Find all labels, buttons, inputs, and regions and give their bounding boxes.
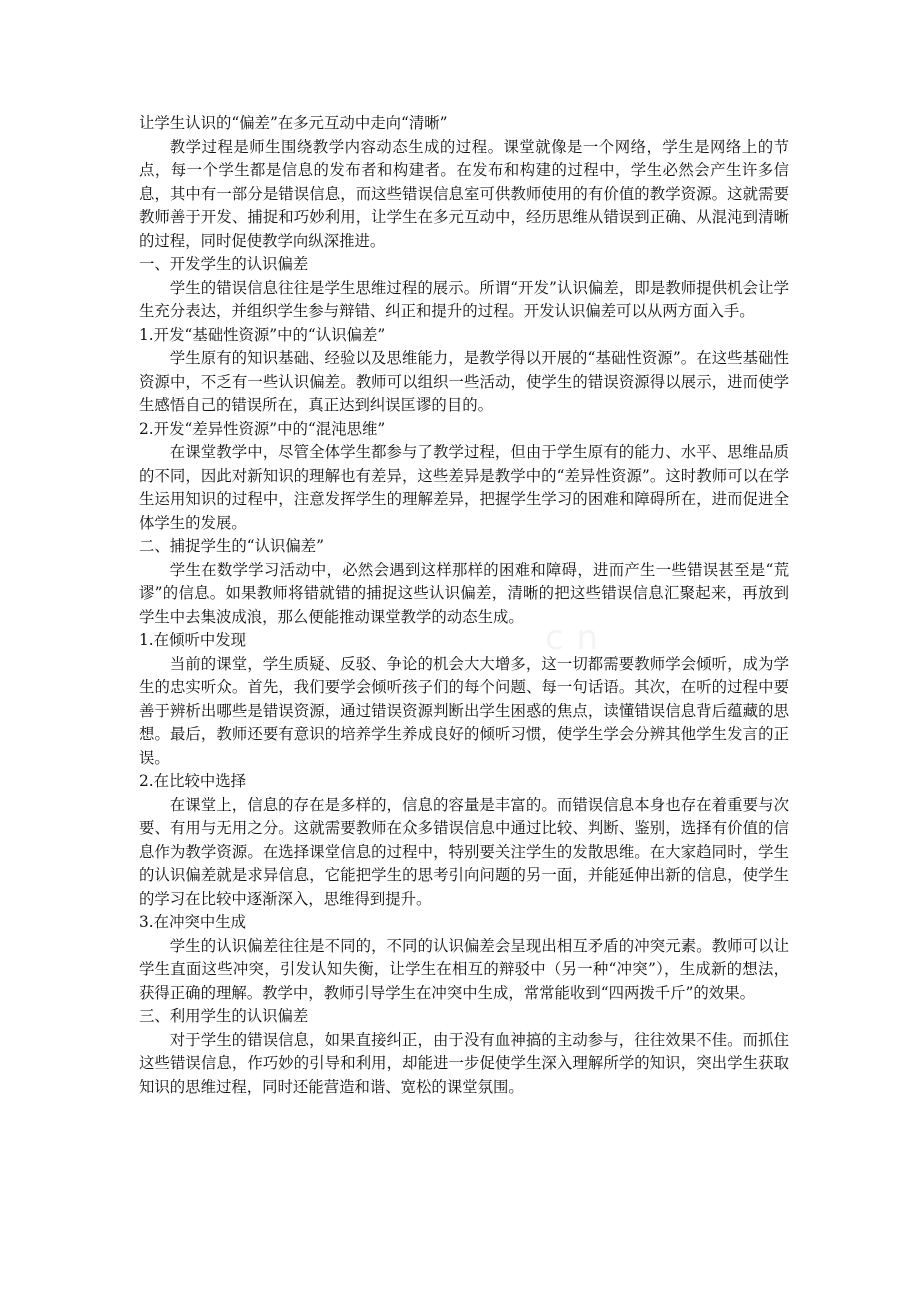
section-heading: 2.开发“差异性资源”中的“混沌思维” xyxy=(139,419,386,438)
document-body xyxy=(139,112,789,1099)
document-title: 让学生认识的“偏差”在多元互动中走向“清晰” xyxy=(139,114,448,132)
paragraph-list xyxy=(139,136,789,1100)
section-heading: 3.在冲突中生成 xyxy=(139,913,247,931)
section-heading: 1.开发“基础性资源”中的“认识偏差” xyxy=(139,325,386,344)
body-paragraph: 学生在数学学习活动中，必然会遇到这样那样的困难和障碍，进而产生一些错误甚至是“荒谬”的信息。如果教师将错就错的捕捉这些认识偏差，清晰的把这些错误信息汇聚起来，再放到学生中去集波成浪，那么便能推动课堂教学的动态生成。 xyxy=(139,560,789,626)
body-paragraph: 在课堂上，信息的存在是多样的，信息的容量是丰富的。而错误信息本身也存在着重要与次要、有用与无用之分。这就需要教师在众多错误信息中通过比较、判断、鉴别，选择有价值的信息作为教学资源。在选择课堂信息的过程中，特别要关注学生的发散思维。在大家趋同时，学生的认识偏差就是求异信息，它能把学生的思考引向问题的另一面，并能延伸出新的信息，使学生的学习在比较中逐渐深入，思维得到提升。 xyxy=(139,795,789,908)
section-heading: 2.在比较中选择 xyxy=(139,772,247,790)
section-heading: 三、利用学生的认识偏差 xyxy=(139,1007,309,1025)
body-paragraph: 教学过程是师生围绕教学内容动态生成的过程。课堂就像是一个网络，学生是网络上的节点，每一个学生都是信息的发布者和构建者。在发布和构建的过程中，学生必然会产生许多信息，其中有一部分是错误信息，而这些错误信息室可供教师使用的有价值的教学资源。这就需要教师善于开发、捕捉和巧妙利用，让学生在多元互动中，经历思维从错误到正确、从混沌到清晰的过程，同时促使教学向纵深推进。 xyxy=(139,137,789,250)
body-paragraph: 学生原有的知识基础、经验以及思维能力，是教学得以开展的“基础性资源”。在这些基础性资源中，不乏有一些认识偏差。教师可以组织一些活动，使学生的错误资源得以展示，进而使学生感悟自己的错误所在，真正达到纠误匡谬的目的。 xyxy=(139,349,789,414)
body-paragraph: 学生的认识偏差往往是不同的，不同的认识偏差会呈现出相互矛盾的冲突元素。教师可以让学生直面这些冲突，引发认知失衡，让学生在相互的辩驳中（另一种“冲突”），生成新的想法，获得正确的理解。教学中，教师引导学生在冲突中生成，常常能收到“四两拨千斤”的效果。 xyxy=(139,936,789,1002)
section-heading: 二、捕捉学生的“认识偏差” xyxy=(139,537,325,555)
watermark-text: c n xyxy=(545,618,600,658)
section-heading: 1.在倾听中发现 xyxy=(139,631,247,649)
section-heading: 一、开发学生的认识偏差 xyxy=(139,255,309,273)
body-paragraph: 在课堂教学中，尽管全体学生都参与了教学过程，但由于学生原有的能力、水平、思维品质的不同，因此对新知识的理解也有差异，这些差异是教学中的“差异性资源”。这时教师可以在学生运用知识的过程中，注意发挥学生的理解差异，把握学生学习的困难和障碍所在，进而促进全体学生的发展。 xyxy=(139,443,789,532)
body-paragraph: 当前的课堂，学生质疑、反驳、争论的机会大大增多，这一切都需要教师学会倾听，成为学生的忠实听众。首先，我们要学会倾听孩子们的每个问题、每一句话语。其次，在听的过程中要善于辨析出哪些是错误资源，通过错误资源判断出学生困惑的焦点，读懂错误信息背后蕴藏的思想。最后，教师还要有意识的培养学生养成良好的倾听习惯，使学生学会分辨其他学生发言的正误。 xyxy=(139,654,789,767)
body-paragraph: 对于学生的错误信息，如果直接纠正，由于没有血神搞的主动参与，往往效果不佳。而抓住这些错误信息，作巧妙的引导和利用，却能进一步促使学生深入理解所学的知识，突出学生获取知识的思维过程，同时还能营造和谐、宽松的课堂氛围。 xyxy=(139,1030,789,1096)
body-paragraph: 学生的错误信息往往是学生思维过程的展示。所谓“开发”认识偏差，即是教师提供机会让学生充分表达，并组织学生参与辩错、纠正和提升的过程。开发认识偏差可以从两方面入手。 xyxy=(139,278,789,320)
